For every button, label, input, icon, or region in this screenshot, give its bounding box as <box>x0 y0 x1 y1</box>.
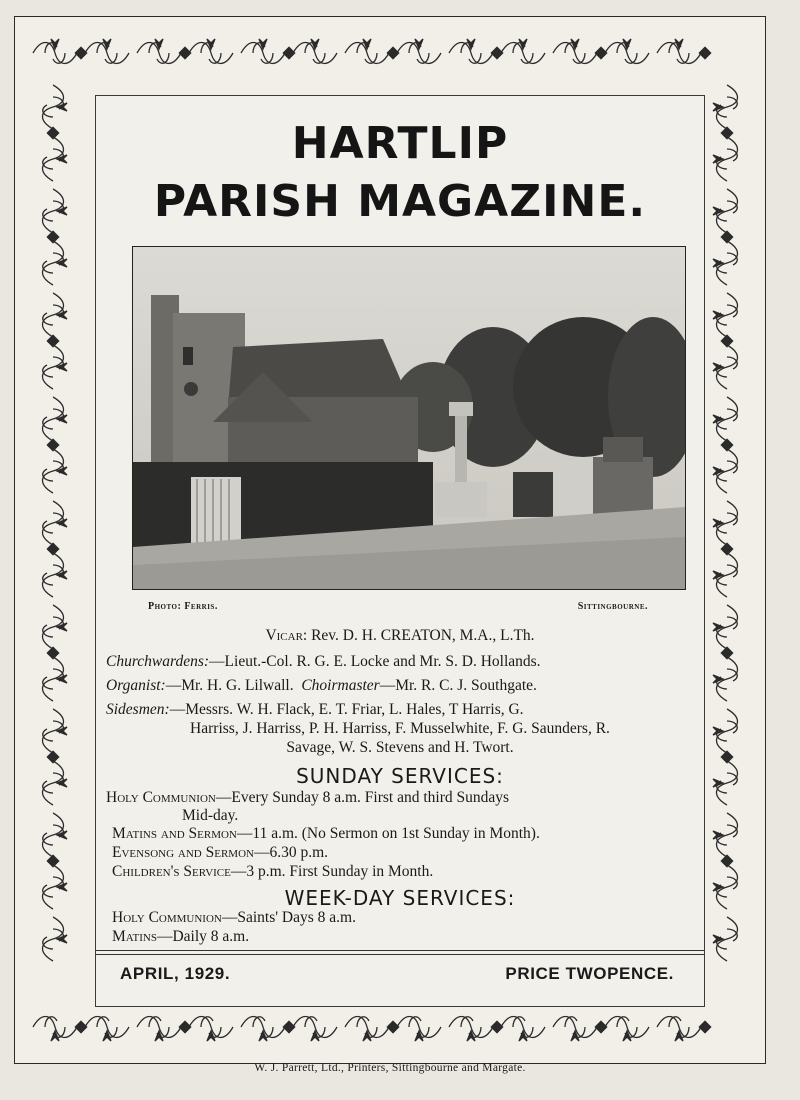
weekday-matins-label: Matins <box>112 928 157 945</box>
church-photo <box>132 246 686 590</box>
churchwardens-line <box>106 652 694 671</box>
title-line-1: HARTLIP <box>291 118 509 169</box>
evensong-line <box>112 843 700 862</box>
sunday-matins-text: —11 a.m. (No Sermon on 1st Sunday in Month). <box>236 825 540 842</box>
vicar-line <box>106 626 694 645</box>
sidesmen-line-1 <box>106 700 694 719</box>
weekday-matins-line <box>112 927 700 946</box>
sunday-hc-line-2: Mid-day. <box>182 807 239 824</box>
weekday-hc-text: —Saints' Days 8 a.m. <box>221 909 356 926</box>
childrens-service-line <box>112 862 700 881</box>
sunday-matins-label: Matins and Sermon <box>112 825 237 842</box>
photo-credit: Photo: Ferris. <box>148 601 218 612</box>
weekday-hc-label: Holy Communion <box>112 909 222 926</box>
magazine-cover <box>14 16 766 1064</box>
printer-imprint: W. J. Parrett, Ltd., Printers, Sittingbourne and Margate. <box>254 1062 526 1074</box>
sidesmen-line-2: Harriss, J. Harriss, P. H. Harriss, F. Musselwhite, F. G. Saunders, R. <box>190 720 610 737</box>
weekday-matins-text: —Daily 8 a.m. <box>156 928 250 945</box>
choirmaster-name: —Mr. R. C. J. Southgate. <box>379 677 537 694</box>
content-panel <box>95 95 705 1007</box>
organist-label: Organist: <box>106 677 166 694</box>
sunday-hc-line <box>106 788 694 807</box>
photo-location: Sittingbourne. <box>577 601 648 612</box>
footer-rule-top-2 <box>96 954 704 955</box>
childrens-service-text: —3 p.m. First Sunday in Month. <box>230 863 434 880</box>
sidesmen-line-3: Savage, W. S. Stevens and H. Twort. <box>286 739 514 756</box>
weekday-hc-line <box>112 908 700 927</box>
evensong-text: —6.30 p.m. <box>253 844 329 861</box>
sunday-hc-label: Holy Communion <box>106 789 216 806</box>
weekday-services-heading: WEEK-DAY SERVICES: <box>284 886 516 910</box>
issue-date: APRIL, 1929. <box>120 964 231 983</box>
sidesmen-names-1: —Messrs. W. H. Flack, E. T. Friar, L. Hales, T Harris, G. <box>169 701 524 718</box>
childrens-service-label: Children's Service <box>112 863 231 880</box>
sunday-matins-line <box>112 824 700 843</box>
sunday-services-heading: SUNDAY SERVICES: <box>296 764 504 788</box>
organist-name: —Mr. H. G. Lilwall. <box>165 677 294 694</box>
vicar-label: Vicar: <box>265 627 308 644</box>
footer-rule-top <box>96 950 704 951</box>
issue-price: PRICE TWOPENCE. <box>505 964 674 983</box>
choirmaster-label: Choirmaster <box>301 677 380 694</box>
church-photo-drawing <box>133 247 685 589</box>
organist-line <box>106 676 694 695</box>
sidesmen-label: Sidesmen: <box>106 701 170 718</box>
churchwardens-names: —Lieut.-Col. R. G. E. Locke and Mr. S. D. Hollands. <box>209 653 541 670</box>
evensong-label: Evensong and Sermon <box>112 844 254 861</box>
vicar-name: Rev. D. H. CREATON, M.A., L.Th. <box>311 627 535 644</box>
sunday-hc-text: —Every Sunday 8 a.m. First and third Sundays <box>215 789 510 806</box>
churchwardens-label: Churchwardens: <box>106 653 210 670</box>
title-line-2: PARISH MAGAZINE. <box>153 176 647 227</box>
